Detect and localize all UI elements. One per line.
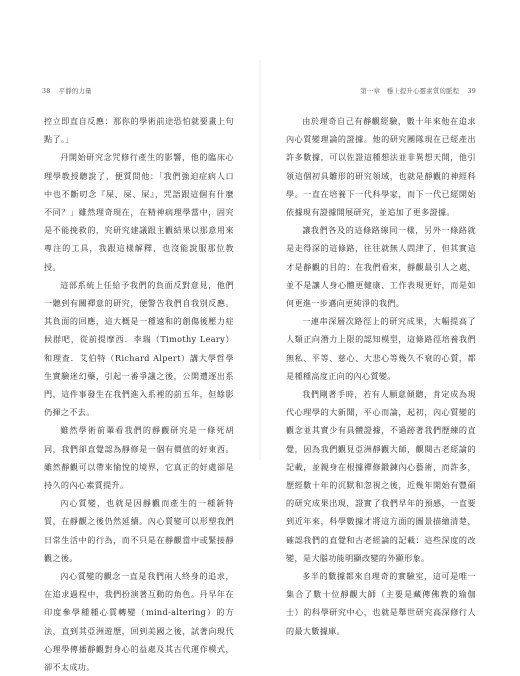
left-page — [0, 0, 260, 673]
left-running-head: 平靜的力量 — [58, 87, 92, 95]
paragraph: 這部系統上任給予我們的負面反對意見，他們一聽到有關禪意的研究，便警告我們自我別反應。其負面的回應，這大概是一種遠和的創傷後壓力症候群吧，從前提摩西．李瑞（Timothy Leary）和理查．艾伯特（Richard Alpert）講大學哲學生實驗迷幻藥，引起一番爭議之後，公開遭逐出系門，這件事發生在我們進入系裡的前五年，但餘影仍揮之不去。 — [44, 279, 234, 418]
right-page-header — [360, 86, 476, 95]
paragraph: 雖然學術前輩看我們的靜觀研究是一條死胡同，我們卻直覺認為靜修是一個有價值的好東西。雖然靜觀可以帶來愉悅的境界，它真正的好處卻是持久的內心素質提升。 — [44, 425, 234, 491]
right-page-body — [286, 112, 476, 640]
left-page-header — [42, 86, 92, 95]
paragraph: 丹開始研究念咒修行產生的影響，他的臨床心理學教授聽說了，便質問他：「我們強迫症病人口中也不斷叨念『屎、屎、屎』，咒語跟這個有什麼不同？」雖然理奇現在，在精神病理學當中，固究是不能挽救的，究研究建議跟主觀結果以那意用來專注的工具，我跟這樣解釋，也沒能說服那位教授。 — [44, 152, 234, 272]
left-page-number: 38 — [42, 87, 51, 95]
right-page-number: 39 — [467, 87, 476, 95]
paragraph: 一連串深層次路徑上的研究成果，大幅提高了人類正向潛力上限的認知模型，這條路徑培養我們無私、平等、慈心、大悲心等幾久不衰的心質，都是種種高度正向的內心質變。 — [286, 316, 476, 381]
left-page-body — [44, 112, 234, 676]
right-running-head: 第一章 穩上提升心靈素質的脈程 — [360, 87, 460, 95]
paragraph: 多半的數據都來自理奇的實驗室，這可是唯一集合了數十位靜觀大師（主要是藏傳佛教的瑜伽士）的科學研究中心，也就是舉世研究高深修行人的最大數據庫。 — [286, 571, 476, 636]
paragraph: 內心質變，也就是因靜觀而產生的一種新特質，在靜觀之後仍然延續。內心質變可以形塑我們日常生活中的行為，而不只是在靜觀當中或緊接靜觀之後。 — [44, 498, 234, 563]
right-page — [260, 0, 520, 636]
paragraph: 讓我們各及的這條路線同一樣，另外一條路就是走得深的這條路，往往就無人問津了，但其實這才是靜觀的目的：在我們看來，靜觀最引人之處，並不是讓人身心體更健康、工作表現更好，而是如何更進一步邁向更純淨的我們。 — [286, 225, 476, 309]
paragraph: 由於理奇自己有靜觀經驗，數十年來他在追求內心質變理論的證據。他的研究團隊現在已經產出許多數據，可以佐證這種想法並非異想天開，他引領這個初具雛形的研究領域，也就是靜觀的神經科學。一直在培養下一代科學家，而下一代已經開始依據現有證據開展研究，並追加了更多證據。 — [286, 116, 476, 218]
paragraph: 我們剛著手時，若有人願意傾聽，肯定成為現代心理學的大新聞，平心而論，起初，內心質變的觀念並其實少有具體證據，不過跡著我們歷練的直覺，因為我們觀見亞洲靜觀大師，觀閱古老經論的記載，並親身在根據禪修鍛鍊內心藝術，而許多，歷經數十年的沉默和忽視之後，近幾年開始有豐碩的研究成果出現，證實了我們早年的預感，一直要到近年來，科學數據才將這方面的圖景描繪清楚，確認我們的直覺和古老經論的記載：這些深度的改變，是大腦功能明顯改變的外顯形象。 — [286, 389, 476, 563]
paragraph: 控立即直自反應：那你的學術前途恐怕就要畫上句點了。」 — [44, 116, 234, 145]
paragraph: 內心質變的觀念一直是我們兩人終身的追求，在追求過程中，我們扮演著互動的角色。丹早年在印度參學種種心質轉變（mind-altering）的方法，直到其亞洲遊歷，回到美國之後，試著向現代心理學傳播靜觀對身心的益處及其古代運作模式，卻不太成功。 — [44, 571, 234, 673]
